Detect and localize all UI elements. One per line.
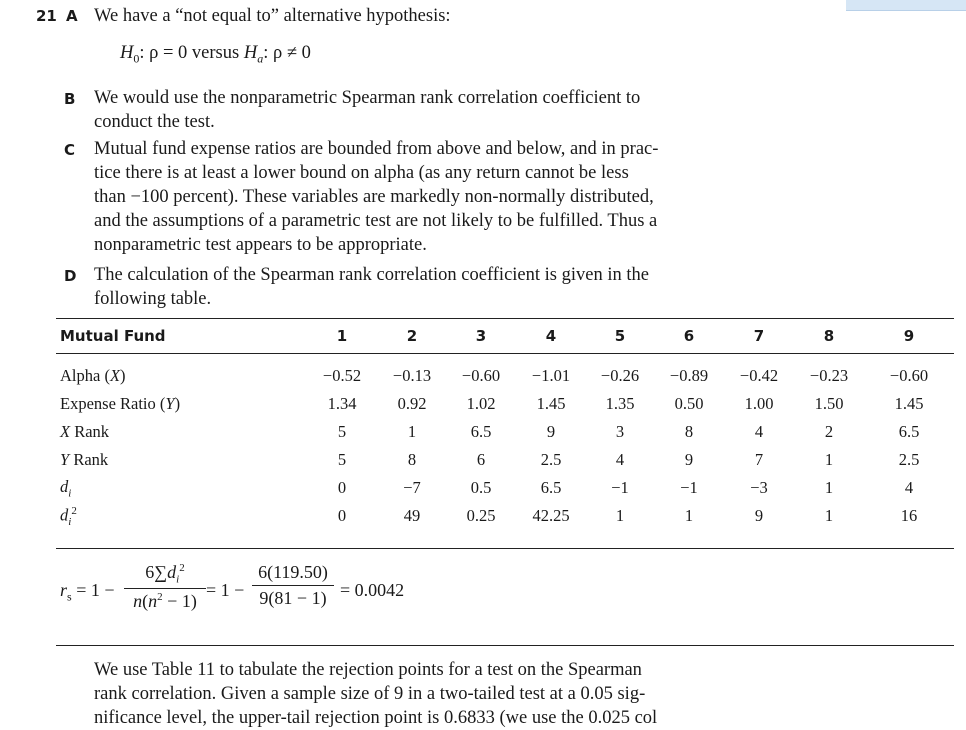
table-cell: 1: [407, 422, 417, 441]
formula-result: = 0.0042: [340, 580, 405, 600]
row-label-cell: Y Rank: [60, 450, 109, 469]
table-cell: 4: [754, 422, 764, 441]
window-tab-strip: [846, 0, 966, 11]
table-cell: 1.35: [605, 394, 635, 413]
table-cell: 0.25: [466, 506, 496, 525]
table-cell: 1: [684, 506, 694, 525]
table-cell: 8: [407, 450, 417, 469]
table-cell: 6.5: [898, 422, 920, 441]
table-cell: −0.89: [669, 366, 709, 385]
table-row: [56, 390, 954, 418]
table-cell: 8: [684, 422, 694, 441]
table-cell: 6.5: [540, 478, 562, 497]
table-cell: −0.13: [392, 366, 432, 385]
hypothesis-statement: [120, 43, 311, 67]
table-cell: 42.25: [532, 506, 570, 525]
table-cell: 2.5: [540, 450, 562, 469]
table-row: [56, 354, 954, 391]
spearman-formula: [60, 562, 480, 632]
table-cell: 6.5: [470, 422, 492, 441]
table-cell: 2: [824, 422, 834, 441]
header-cell: 8: [794, 319, 864, 354]
frac1-denominator: $n(n^2 - 1)$: [133, 590, 197, 611]
table-cell: −1.01: [531, 366, 571, 385]
formula-fraction-1: [124, 562, 206, 612]
header-cell: 7: [724, 319, 794, 354]
table-cell: −0.60: [889, 366, 929, 385]
table-cell: 9: [546, 422, 556, 441]
row-label-cell: $d_i$: [60, 476, 72, 500]
table-cell: 4: [904, 478, 914, 497]
table-cell: −1: [680, 478, 698, 497]
table-cell: −3: [750, 478, 768, 497]
table-cell: 1: [824, 478, 834, 497]
section-letter-d: D: [64, 267, 77, 285]
table-cell: 3: [615, 422, 625, 441]
table-cell: 7: [754, 450, 764, 469]
formula-eq2: = 1 −: [206, 580, 245, 600]
section-d-text: The calculation of the Spearman rank correlation coefficient is given in the following table.: [94, 265, 649, 309]
table-row: [56, 446, 954, 474]
header-cell: 6: [654, 319, 724, 354]
table-cell: 1.45: [536, 394, 566, 413]
table-cell: 1: [615, 506, 625, 525]
formula-lhs: $r_s = 1$ −: [60, 580, 115, 604]
formula-fraction-2: [252, 562, 334, 609]
table-cell: 0: [337, 478, 347, 497]
table-cell: −0.26: [600, 366, 640, 385]
table-cell: 49: [403, 506, 421, 525]
frac2-numerator: 6(119.50): [258, 562, 328, 582]
row-label-cell: X Rank: [60, 422, 110, 441]
row-label-cell: Expense Ratio (Y): [60, 394, 181, 413]
table-row: [56, 474, 954, 502]
table-cell: −1: [611, 478, 629, 497]
table-cell: 0: [337, 506, 347, 525]
section-b-text: We would use the nonparametric Spearman rank correlation coefficient to conduct the test.: [94, 88, 641, 132]
table-cell: 9: [754, 506, 764, 525]
table-bottom-rule: [56, 548, 954, 549]
footer-paragraph: We use Table 11 to tabulate the rejection points for a test on the Spearman rank correlation. Given a sample size of 9 in a two-tailed test at a 0.05 sig- nificance level, the upper-tail rejection point is 0.6833 (we use the 0.025 col: [94, 660, 658, 728]
table-cell: −0.42: [739, 366, 779, 385]
header-cell: 3: [446, 319, 516, 354]
section-letter-c: C: [64, 141, 76, 159]
table-cell: −0.52: [322, 366, 362, 385]
question-number: 21: [36, 7, 57, 25]
section-a-text: We have a “not equal to” alternative hypothesis:: [94, 6, 451, 26]
table-cell: −7: [403, 478, 421, 497]
hypothesis-render: $H_0$: ρ = 0 versus $H_a$: ρ ≠ 0: [120, 43, 311, 66]
table-cell: 0.50: [674, 394, 704, 413]
table-cell: 4: [615, 450, 625, 469]
table-cell: 5: [337, 450, 347, 469]
table-cell: 0.5: [470, 478, 492, 497]
table-cell: 1: [824, 506, 834, 525]
table-cell: 1: [824, 450, 834, 469]
section-letter-a: A: [66, 7, 78, 25]
header-cell: 2: [378, 319, 446, 354]
table-cell: 1.45: [894, 394, 924, 413]
table-cell: 1.50: [814, 394, 844, 413]
table-cell: 16: [900, 506, 918, 525]
table-header-row: [56, 319, 954, 354]
header-cell: 5: [586, 319, 654, 354]
table-cell: 1.02: [466, 394, 496, 413]
header-cell: 1: [306, 319, 378, 354]
table-cell: 2.5: [898, 450, 920, 469]
spearman-table: [56, 318, 954, 536]
section-c-text: Mutual fund expense ratios are bounded from above and below, and in prac- tice there is at least a lower bound on alpha (as any return cannot be less than −100 percent). These variables are markedly non-normally distributed, and the assumptions of a parametric test are not likely to be fulfilled. Thus a nonparametric test appears to be appropriate.: [94, 139, 659, 255]
frac2-denominator: 9(81 − 1): [259, 588, 327, 608]
table-cell: 6: [476, 450, 486, 469]
table-cell: 1.34: [327, 394, 357, 413]
table-cell: 9: [684, 450, 694, 469]
table-cell: 1.00: [744, 394, 774, 413]
table-row: [56, 418, 954, 446]
row-label-cell: Alpha (X): [60, 366, 126, 385]
header-cell: 9: [864, 319, 954, 354]
table-cell: 5: [337, 422, 347, 441]
header-cell: 4: [516, 319, 586, 354]
header-cell: Mutual Fund: [56, 319, 306, 354]
table-row: [56, 502, 954, 536]
frac1-numerator: $6\sum d_i^2$: [145, 562, 185, 586]
table-cell: −0.60: [461, 366, 501, 385]
formula-bottom-rule: [56, 645, 954, 646]
table-cell: −0.23: [809, 366, 849, 385]
table-cell: 0.92: [397, 394, 427, 413]
row-label-cell: $d_i^2$: [60, 504, 77, 528]
section-letter-b: B: [64, 90, 76, 108]
